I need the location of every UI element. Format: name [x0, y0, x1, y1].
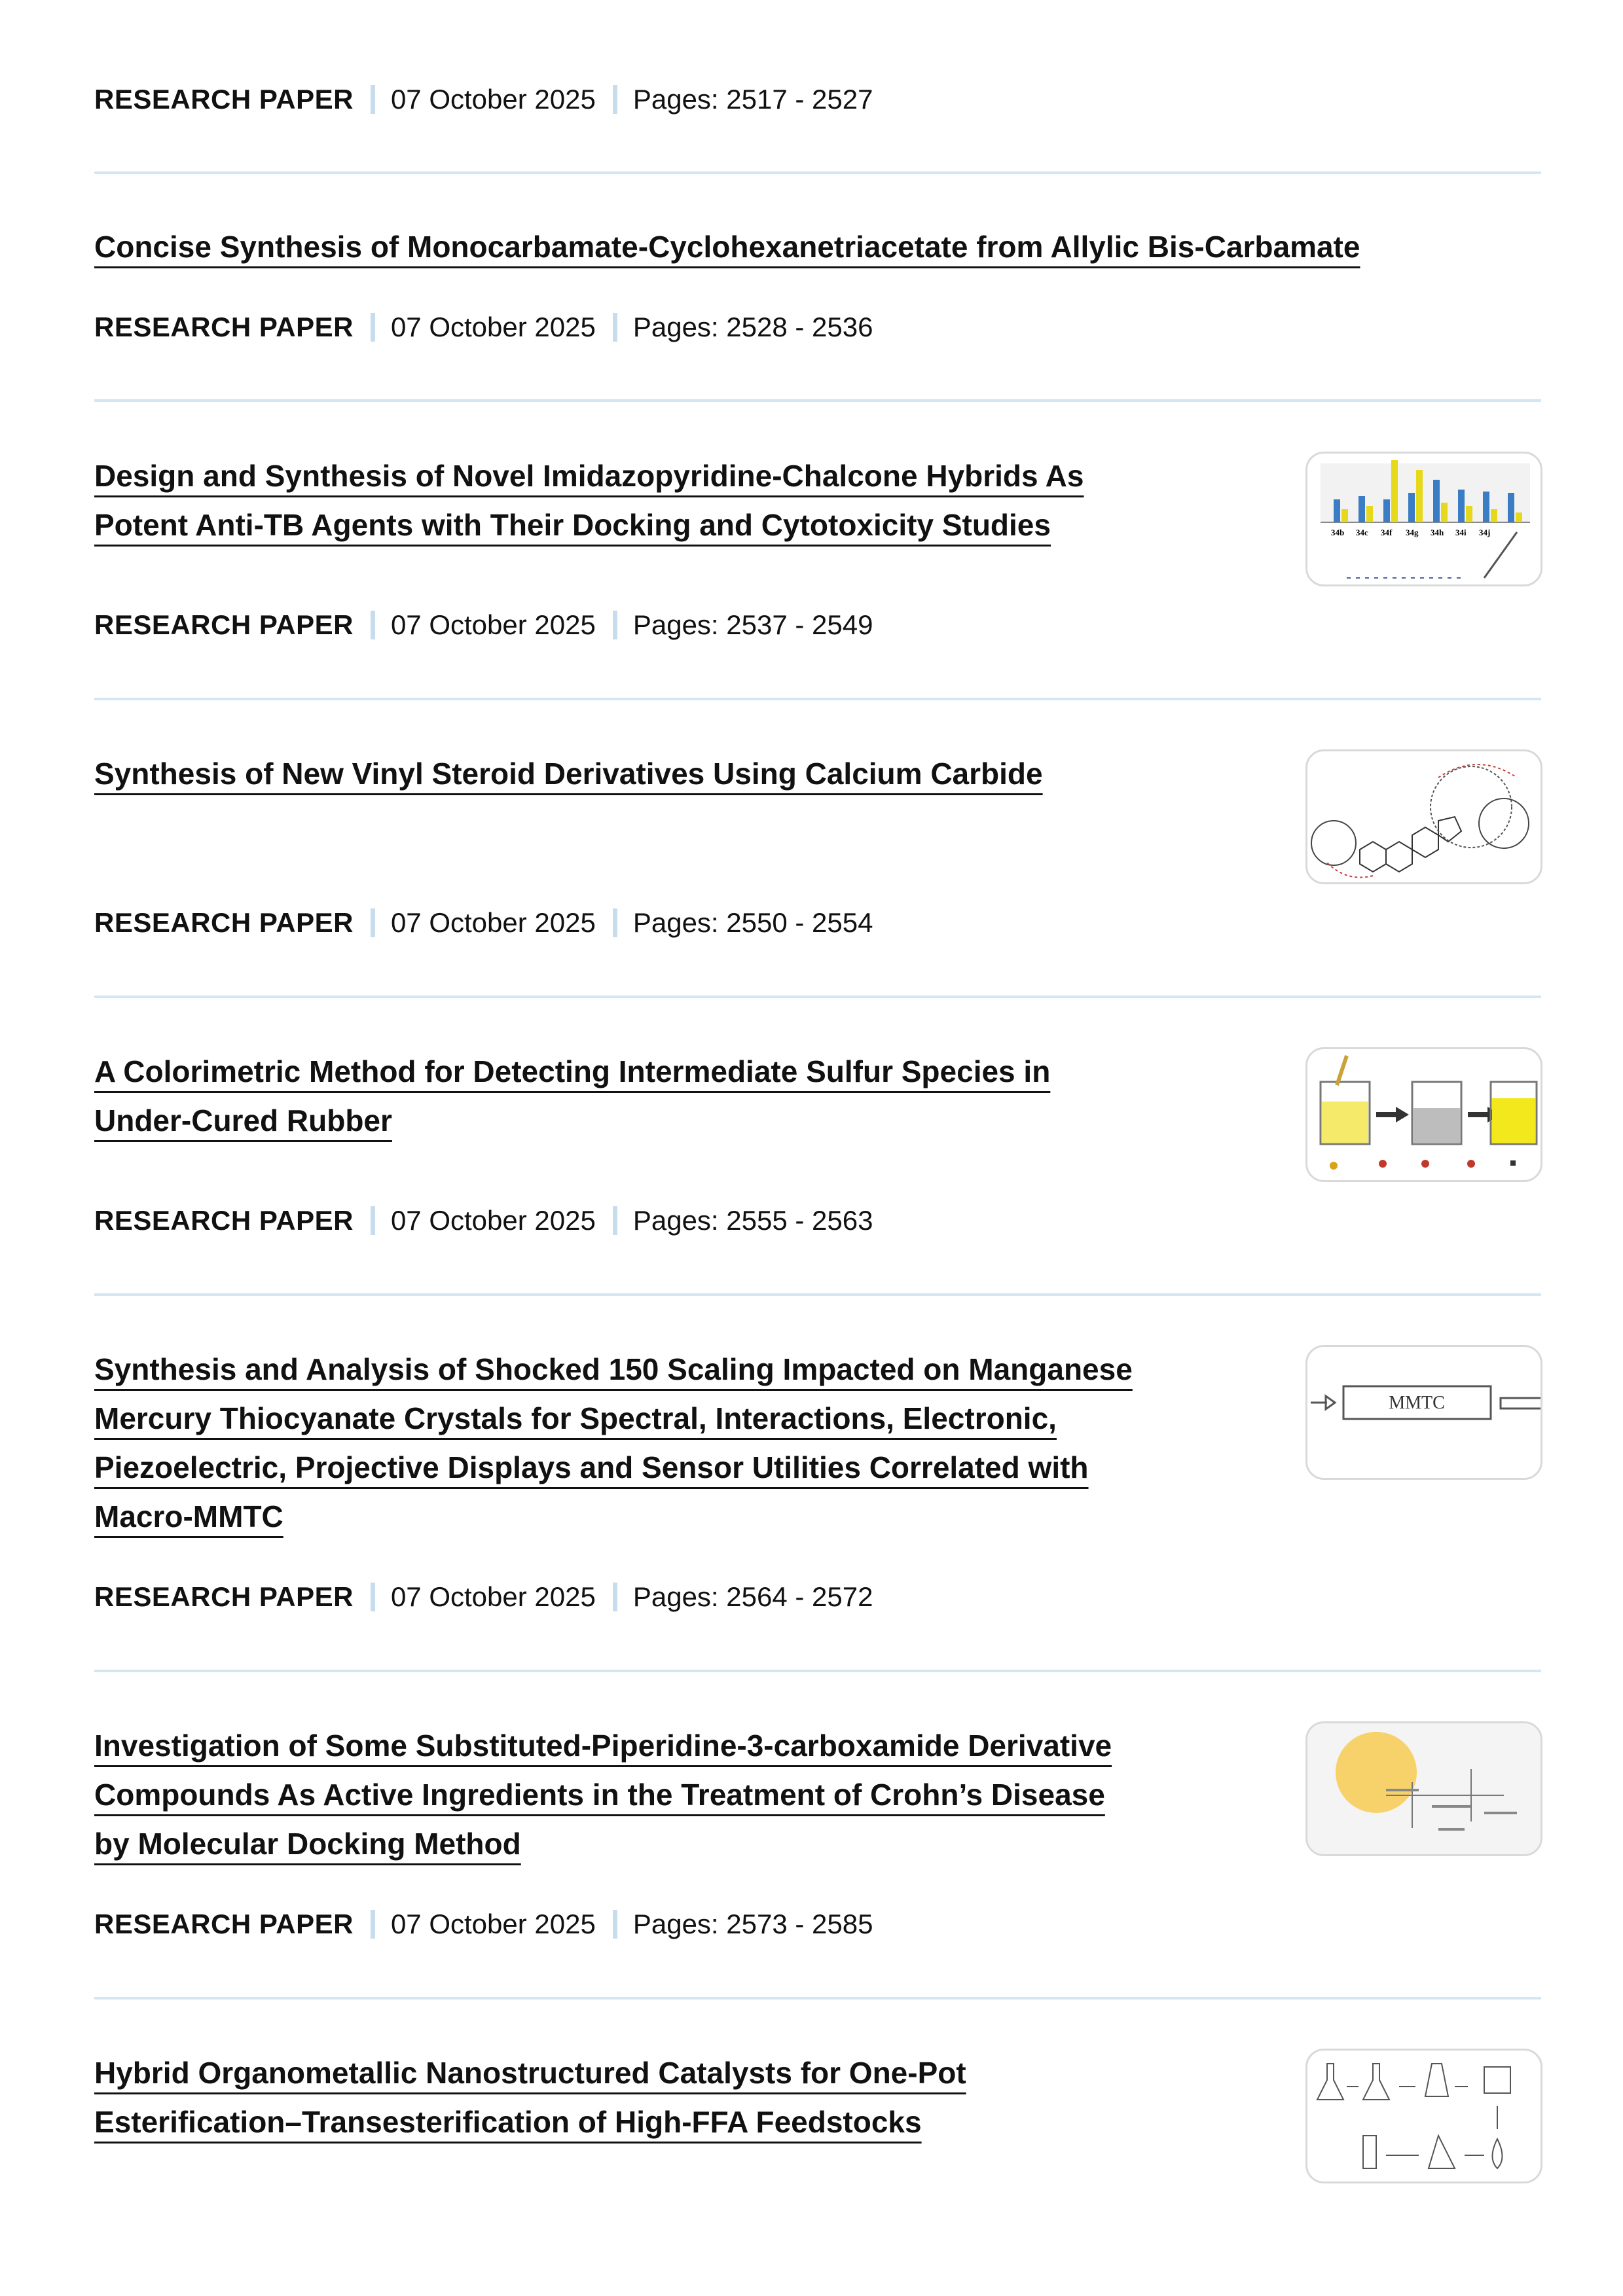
article-title-link[interactable] — [94, 1345, 1240, 1541]
meta-separator — [371, 85, 375, 114]
meta-separator — [613, 908, 617, 937]
title-line: Piezoelectric, Projective Displays and Sensor Utilities Correlated with — [94, 1450, 1089, 1484]
bar-chart-thumbnail[interactable] — [1305, 452, 1542, 586]
meta-separator — [371, 313, 375, 342]
meta-separator — [613, 1583, 617, 1611]
thumb-label: 34j — [1479, 528, 1491, 537]
article-date: 07 October 2025 — [390, 1581, 596, 1612]
mmtc-block-thumbnail[interactable] — [1305, 1345, 1542, 1480]
article-meta — [94, 1581, 873, 1613]
article-date: 07 October 2025 — [390, 312, 596, 342]
docking-diagram-thumbnail[interactable] — [1305, 1721, 1542, 1856]
divider — [94, 996, 1541, 998]
meta-separator — [613, 1910, 617, 1939]
steroid-structure-image — [1307, 751, 1541, 882]
thumb-label: 34b — [1331, 528, 1345, 537]
article-date: 07 October 2025 — [390, 1205, 596, 1236]
article-meta — [94, 1204, 873, 1237]
meta-separator — [613, 1206, 617, 1235]
meta-separator — [613, 611, 617, 639]
catalyst-flow-image — [1307, 2051, 1541, 2181]
meta-separator — [371, 611, 375, 639]
title-line: Under-Cured Rubber — [94, 1103, 392, 1138]
article-meta — [94, 311, 873, 344]
article-type: RESEARCH PAPER — [94, 907, 354, 938]
meta-separator — [371, 908, 375, 937]
article-meta — [94, 1908, 873, 1941]
article-title-link[interactable] — [94, 1047, 1240, 1145]
article-type: RESEARCH PAPER — [94, 609, 354, 640]
title-line: Macro-MMTC — [94, 1499, 283, 1534]
divider — [94, 1670, 1541, 1672]
article-pages: Pages: 2564 - 2572 — [632, 1581, 873, 1612]
beaker-process-image — [1307, 1049, 1541, 1180]
article-date: 07 October 2025 — [390, 907, 596, 938]
divider — [94, 171, 1541, 174]
article-pages: Pages: 2517 - 2527 — [632, 84, 873, 115]
thumb-label: 34g — [1406, 528, 1419, 537]
meta-separator — [371, 1583, 375, 1611]
title-line: Synthesis and Analysis of Shocked 150 Scaling Impacted on Manganese — [94, 1352, 1133, 1386]
thumb-label: MMTC — [1389, 1393, 1445, 1413]
article-type: RESEARCH PAPER — [94, 84, 354, 115]
article-meta — [94, 609, 873, 641]
divider — [94, 1293, 1541, 1296]
article-pages: Pages: 2537 - 2549 — [632, 609, 873, 640]
article-type: RESEARCH PAPER — [94, 1581, 354, 1612]
meta-separator — [371, 1206, 375, 1235]
title-line: by Molecular Docking Method — [94, 1827, 521, 1861]
title-line: Potent Anti-TB Agents with Their Docking and Cytotoxicity Studies — [94, 508, 1051, 542]
title-line: Mercury Thiocyanate Crystals for Spectral, Interactions, Electronic, — [94, 1401, 1057, 1435]
article-pages: Pages: 2573 - 2585 — [632, 1909, 873, 1939]
thumb-label: 34h — [1431, 528, 1444, 537]
title-line: Investigation of Some Substituted-Piperidine-3-carboxamide Derivative — [94, 1729, 1112, 1763]
catalyst-flow-thumbnail[interactable] — [1305, 2049, 1542, 2183]
thumb-label: 34f — [1381, 528, 1393, 537]
meta-separator — [371, 1910, 375, 1939]
title-line: Esterification–Transesterification of High-FFA Feedstocks — [94, 2105, 922, 2139]
article-date: 07 October 2025 — [390, 84, 596, 115]
article-meta — [94, 906, 873, 939]
article-title-link[interactable]: Concise Synthesis of Monocarbamate-Cyclohexanetriacetate from Allylic Bis-Carbamate — [94, 230, 1360, 264]
docking-diagram-image — [1307, 1723, 1541, 1854]
beaker-process-thumbnail[interactable] — [1305, 1047, 1542, 1182]
meta-separator — [613, 313, 617, 342]
article-type: RESEARCH PAPER — [94, 1909, 354, 1939]
divider — [94, 1997, 1541, 2000]
meta-separator — [613, 85, 617, 114]
article-title-link[interactable] — [94, 2049, 1240, 2147]
article-pages: Pages: 2555 - 2563 — [632, 1205, 873, 1236]
article-title-link[interactable]: Synthesis of New Vinyl Steroid Derivatives Using Calcium Carbide — [94, 757, 1043, 791]
thumb-label: 34i — [1455, 528, 1467, 537]
title-line: A Colorimetric Method for Detecting Intermediate Sulfur Species in — [94, 1054, 1051, 1088]
article-title-link[interactable] — [94, 1721, 1240, 1869]
mmtc-block-image — [1307, 1347, 1541, 1478]
article-type: RESEARCH PAPER — [94, 312, 354, 342]
article-pages: Pages: 2550 - 2554 — [632, 907, 873, 938]
title-line: Hybrid Organometallic Nanostructured Catalysts for One-Pot — [94, 2056, 966, 2090]
article-date: 07 October 2025 — [390, 1909, 596, 1939]
bar-chart-image — [1307, 454, 1541, 584]
article-type: RESEARCH PAPER — [94, 1205, 354, 1236]
article-pages: Pages: 2528 - 2536 — [632, 312, 873, 342]
article-title-link[interactable] — [94, 452, 1240, 550]
divider — [94, 399, 1541, 402]
divider — [94, 698, 1541, 700]
steroid-structure-thumbnail[interactable] — [1305, 749, 1542, 884]
thumb-label: 34c — [1356, 528, 1368, 537]
title-line: Compounds As Active Ingredients in the Treatment of Crohn’s Disease — [94, 1778, 1105, 1812]
article-meta — [94, 83, 873, 116]
title-line: Design and Synthesis of Novel Imidazopyridine-Chalcone Hybrids As — [94, 459, 1084, 493]
article-date: 07 October 2025 — [390, 609, 596, 640]
